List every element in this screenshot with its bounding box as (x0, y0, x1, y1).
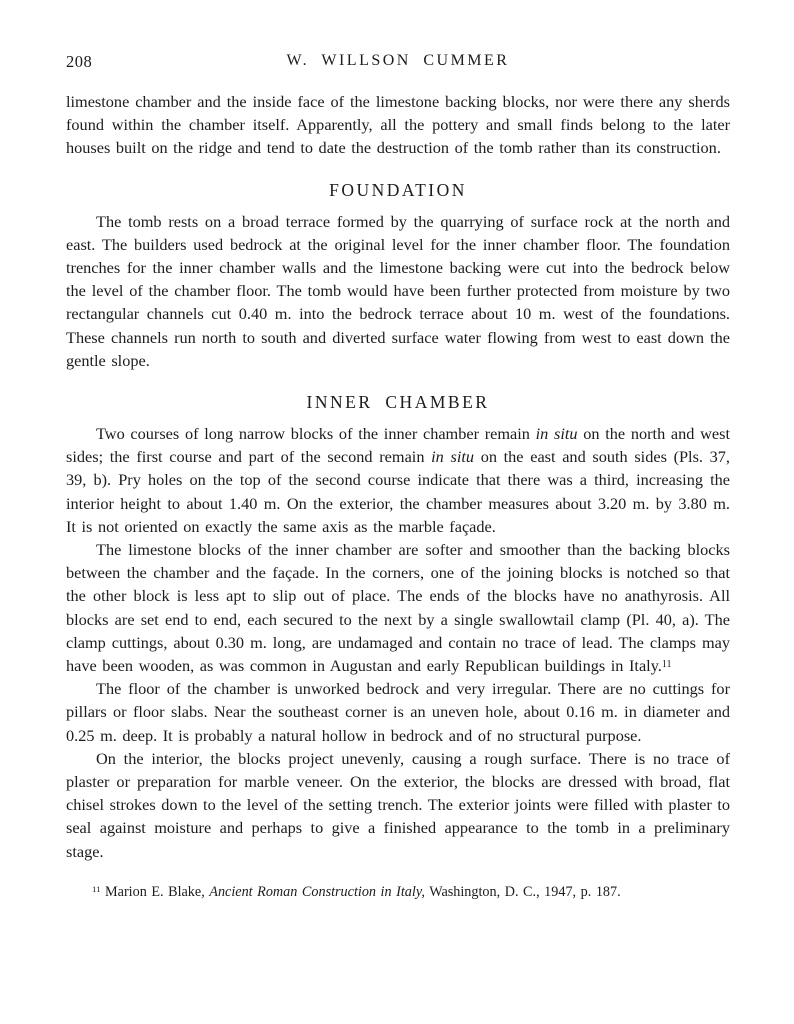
inner-chamber-paragraph-4: On the interior, the blocks project unevenly, causing a rough surface. There is no trace of plaster or preparation for marble veneer. On the exterior, the blocks are dressed with broad, flat chisel strokes down to the level of the setting trench. The exterior joints were filled with plaster to seal against moisture and perhaps to give a finished appearance to the tomb in a preliminary stage. (66, 748, 730, 861)
running-head-author: W. WILLSON CUMMER (286, 52, 510, 69)
footnote: $^{11}$ Marion E. Blake, Ancient Roman Construction in Italy, Washington, D. C., 1947, p. 187. (92, 883, 621, 900)
foundation-paragraph: The tomb rests on a broad terrace formed by the quarrying of surface rock at the north and east. The builders used bedrock at the original level for the inner chamber floor. The foundation trenches for the inner chamber walls and the limestone backing were cut into the bedrock below the level of the chamber floor. The tomb would have been further protected from moisture by two rectangular channels cut 0.40 m. into the bedrock terrace about 10 m. west of the foundations. These channels run north to south and diverted surface water flowing from west to east down the gentle slope. (66, 211, 730, 370)
inner-chamber-paragraph-3: The floor of the chamber is unworked bedrock and very irregular. There are no cuttings for pillars or floor slabs. Near the southeast corner is an uneven hole, about 0.16 m. in diameter and 0.25 m. deep. It is probably a natural hollow in bedrock and of no structural purpose. (66, 679, 730, 745)
page-number: 208 (66, 52, 93, 71)
section-heading-foundation: FOUNDATION (329, 179, 467, 200)
section-heading-inner-chamber: INNER CHAMBER (306, 392, 490, 413)
inner-chamber-paragraph-2: The limestone blocks of the inner chamber are softer and smoother than the backing blocks between the chamber and the façade. In the corners, one of the joining blocks is notched so that the other block is less apt to slip out of place. The ends of the blocks have no anathyrosis. All blocks are set end to end, each secured to the next by a single swallowtail clamp (Pl. 40, a). The clamp cuttings, about 0.30 m. long, are undamaged and contain no trace of lead. The clamps may have been wooden, as was common in Augustan and early Republican buildings in Italy.$^{11}$ (66, 540, 730, 676)
intro-paragraph: limestone chamber and the inside face of the limestone backing blocks, nor were there any sherds found within the chamber itself. Apparently, all the pottery and small finds belong to the later houses built on the ridge and tend to date the destruction of the tomb rather than its construction. (66, 92, 730, 158)
inner-chamber-paragraph-1: Two courses of long narrow blocks of the inner chamber remain in situ on the north and west sides; the first course and part of the second remain in situ on the east and south sides (Pls. 37, 39, b). Pry holes on the top of the second course indicate that there was a third, increasing the interior height to about 1.40 m. On the exterior, the chamber measures about 3.20 m. by 3.80 m. It is not oriented on exactly the same axis as the marble façade. (66, 424, 731, 536)
running-header (66, 52, 730, 74)
